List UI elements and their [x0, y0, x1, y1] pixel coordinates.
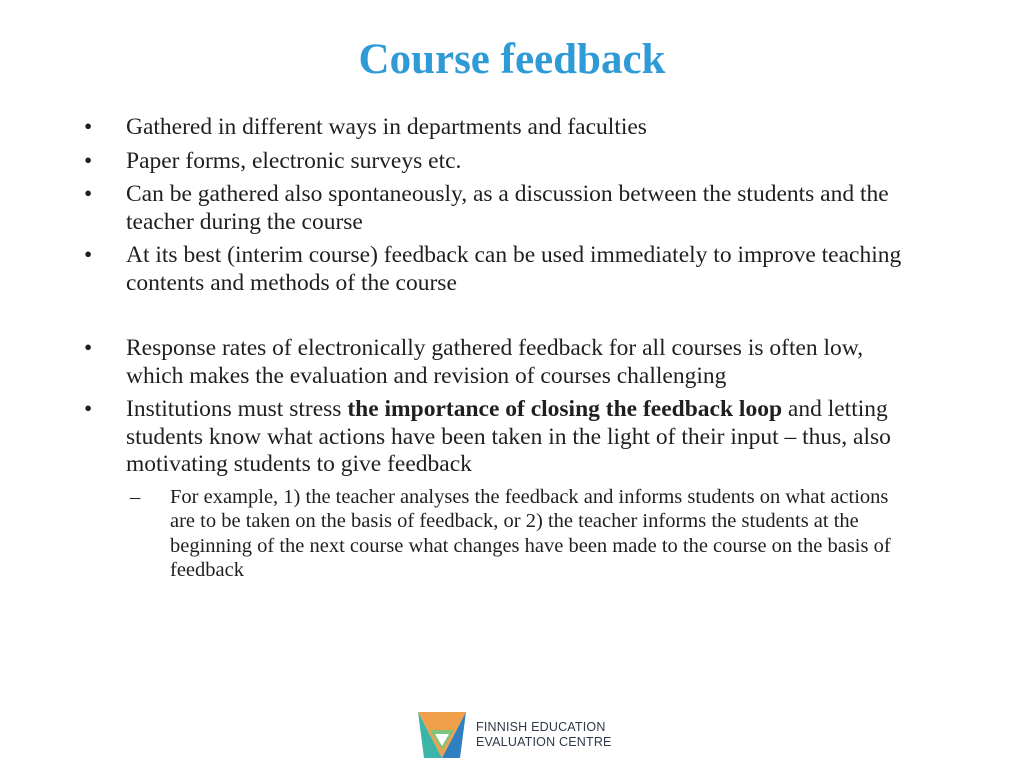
sub-bullet-text: For example, 1) the teacher analyses the feedback and informs students on what actions are to be taken on the basis of feedback, or 2) the teacher informs the students at the beginning of the next course what changes have been made to the course on the basis of feedback	[170, 485, 891, 581]
bullet-text: Paper forms, electronic surveys etc.	[126, 147, 462, 174]
bullet-marker: •	[84, 114, 93, 140]
logo-text-line2: EVALUATION CENTRE	[476, 735, 612, 749]
bullet-text: Can be gathered also spontaneously, as a discussion between the students and the teacher during the course	[126, 181, 889, 235]
bullet-text-end: and letting students know what actions have been taken in the light of their input – thus, also motivating students to give feedback	[126, 396, 891, 477]
logo-text-line1: FINNISH EDUCATION	[476, 720, 606, 734]
bullet-marker: •	[84, 147, 93, 174]
logo-mark-icon	[414, 708, 470, 764]
sub-bullet-marker: –	[130, 485, 141, 508]
bullet-text: Gathered in different ways in departments and faculties	[126, 114, 647, 140]
sub-bullet-item	[126, 485, 904, 583]
slide-title: Course feedback	[358, 36, 666, 83]
bullet-item	[84, 335, 904, 390]
bullet-item	[84, 396, 904, 479]
bullet-text: At its best (interim course) feedback can be used immediately to improve teaching contents and methods of the course	[126, 242, 902, 296]
bullet-marker: •	[84, 335, 93, 361]
bullet-item	[84, 181, 904, 236]
bullet-text-start: Institutions must stress	[126, 396, 348, 422]
bullet-marker: •	[84, 181, 93, 207]
bullet-marker: •	[84, 242, 93, 268]
bullet-list	[84, 114, 904, 583]
logo-text	[476, 720, 612, 750]
bullet-item	[84, 114, 904, 142]
bullet-marker: •	[84, 396, 93, 422]
bullet-text: Response rates of electronically gathered feedback for all courses is often low, which makes the evaluation and revision of courses challenging	[126, 335, 864, 389]
bullet-text-emphasis: the importance of closing the feedback loop	[347, 396, 783, 422]
bullet-item	[84, 148, 904, 176]
logo	[414, 708, 614, 764]
bullet-item	[84, 242, 904, 297]
